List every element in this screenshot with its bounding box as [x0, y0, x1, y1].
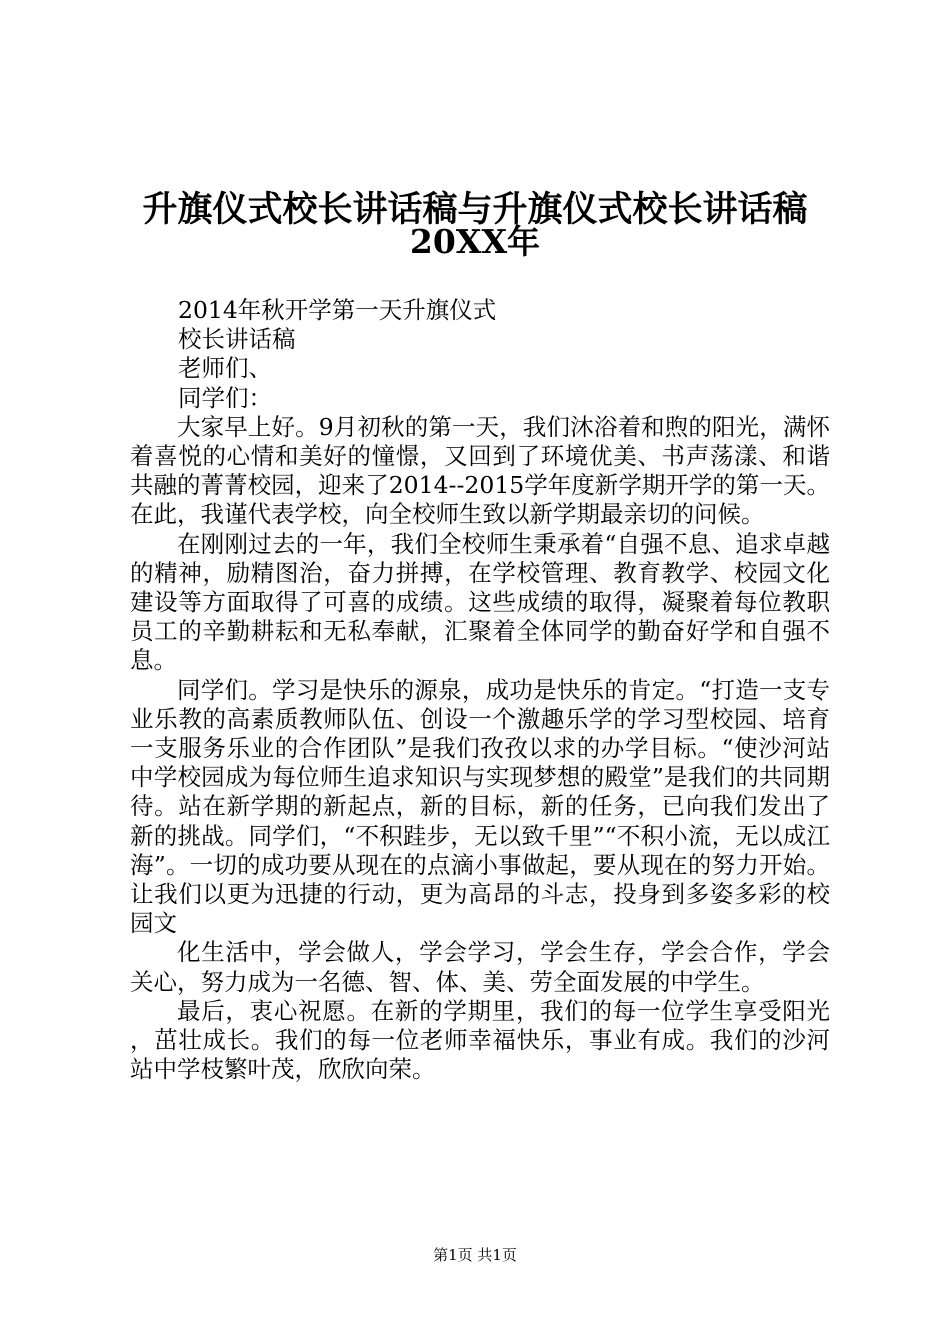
paragraph-past-year: 在刚刚过去的一年，我们全校师生秉承着“自强不息、追求卓越的精神，励精图治，奋力拼搏，在学校管理、教育教学、校园文化建设等方面取得了可喜的成绩。这些成绩的取得，凝聚着每位教职员工的辛勤耕耘和无私奉献，汇聚着全体同学的勤奋好学和自强不息。	[130, 529, 830, 675]
header-line-event: 2014年秋开学第一天升旗仪式	[178, 296, 497, 324]
document-title-line-1: 升旗仪式校长讲话稿与升旗仪式校长讲话稿	[142, 189, 808, 230]
salutation-teachers: 老师们、	[178, 354, 272, 383]
salutation-students: 同学们：	[178, 383, 272, 412]
paragraph-campus-life: 化生活中，学会做人，学会学习，学会生存，学会合作，学会关心，努力成为一名德、智、体、美、劳全面发展的中学生。	[130, 938, 830, 996]
header-line-doctype: 校长讲话稿	[178, 325, 296, 354]
paragraph-greeting: 大家早上好。9月初秋的第一天，我们沐浴着和煦的阳光，满怀着喜悦的心情和美好的憧憬，又回到了环境优美、书声荡漾、和谐共融的菁菁校园，迎来了2014--2015学年度新学期开学的第一天。在此，我谨代表学校，向全校师生致以新学期最亲切的问候。	[130, 412, 830, 529]
page-number-footer: 第1页 共1页	[433, 1246, 517, 1264]
document-title-line-2: 20XX年	[409, 222, 541, 261]
paragraph-closing-wishes: 最后，衷心祝愿。在新的学期里，我们的每一位学生享受阳光，茁壮成长。我们的每一位老师幸福快乐，事业有成。我们的沙河站中学枝繁叶茂，欣欣向荣。	[130, 996, 830, 1084]
paragraph-goals: 同学们。学习是快乐的源泉，成功是快乐的肯定。“打造一支专业乐教的高素质教师队伍、创设一个激趣乐学的学习型校园、培育一支服务乐业的合作团队”是我们孜孜以求的办学目标。“使沙河站中学校园成为每位师生追求知识与实现梦想的殿堂”是我们的共同期待。站在新学期的新起点，新的目标，新的任务，已向我们发出了新的挑战。同学们，“不积跬步，无以致千里”“不积小流，无以成江海”。一切的成功要从现在的点滴小事做起，要从现在的努力开始。让我们以更为迅捷的行动，更为高昂的斗志，投身到多姿多彩的校园文	[130, 675, 830, 938]
document-body	[130, 296, 830, 1084]
